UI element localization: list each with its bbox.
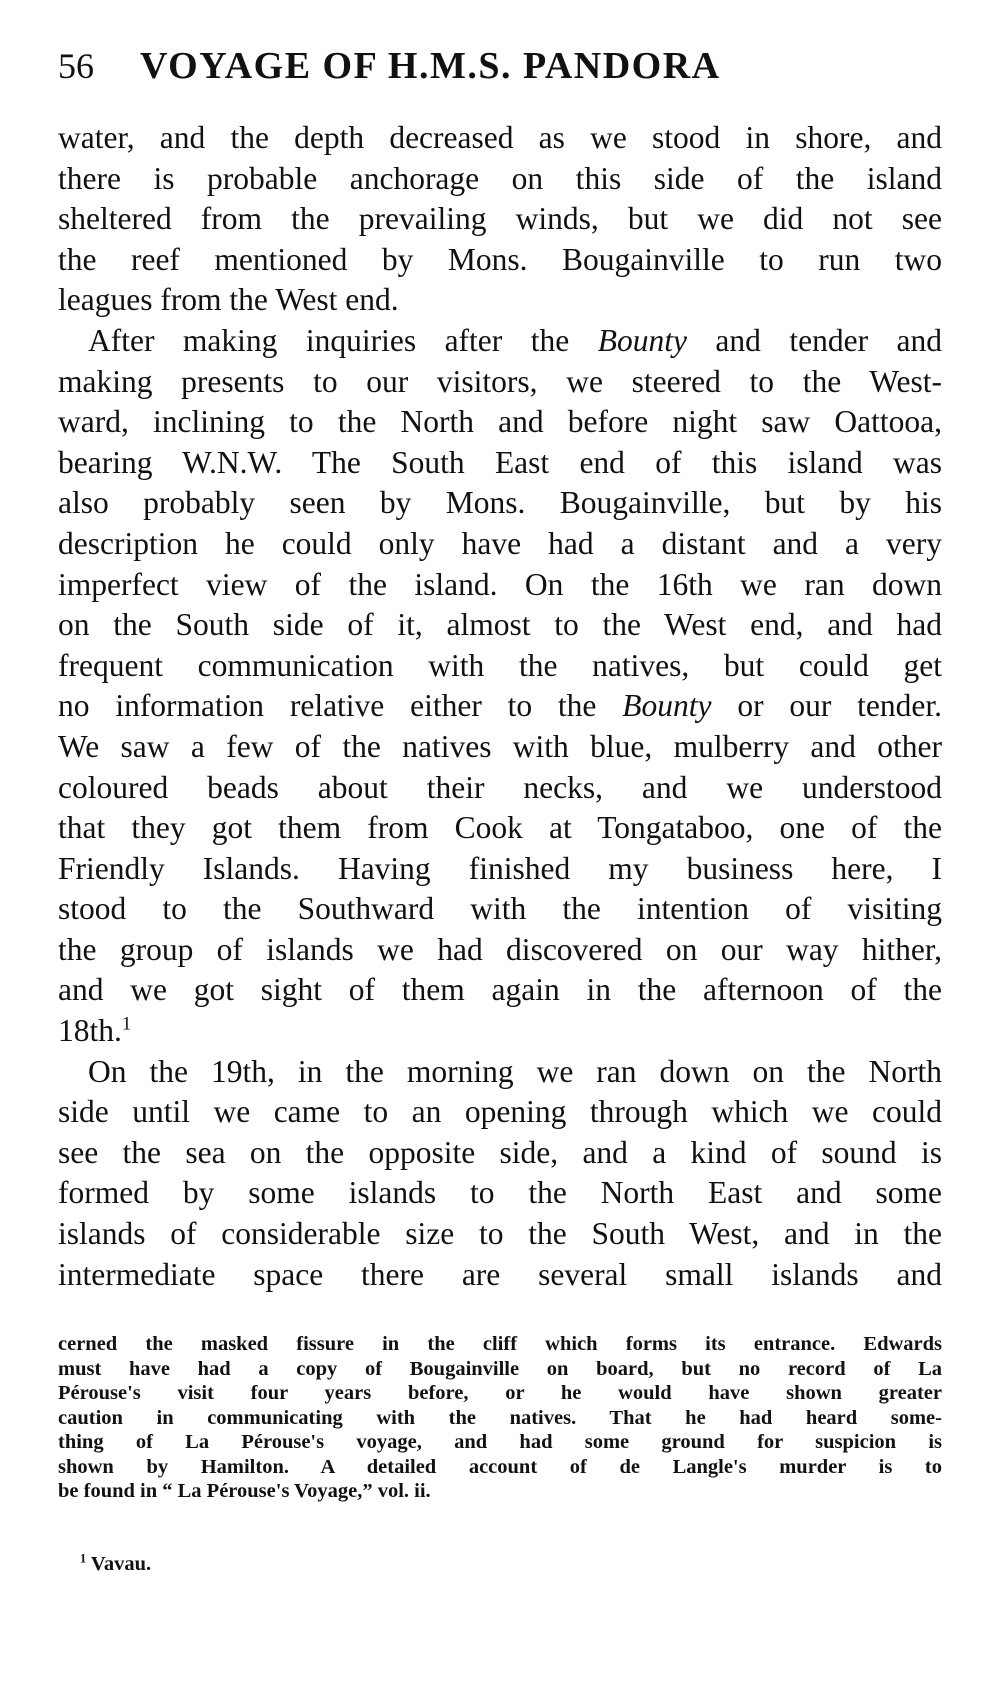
text-line (58, 1011, 942, 1052)
footnote-reference: 1 (121, 1013, 132, 1035)
footnote-line: caution in communicating with the natives. That he had heard some- (58, 1406, 942, 1429)
footnote-line: Pérouse's visit four years before, or he would have shown greater (58, 1382, 942, 1404)
footnotes (58, 1332, 942, 1504)
text-fragment: and tender and (715, 322, 943, 358)
text-line: description he could only have had a distant and a very (58, 525, 942, 561)
footnote-line: be found in “ La Pérouse's Voyage,” vol. ii. (58, 1480, 431, 1502)
text-line: intermediate space there are several small islands and (58, 1256, 942, 1292)
running-title: VOYAGE OF H.M.S. PANDORA (140, 45, 721, 87)
footnote-line: thing of La Pérouse's voyage, and had some ground for suspicion is (58, 1431, 942, 1453)
text-line: there is probable anchorage on this side of the island (58, 160, 942, 196)
text-line: the reef mentioned by Mons. Bougainville to run two (58, 241, 942, 277)
text-fragment: After making inquiries after the (88, 322, 570, 358)
text-line: bearing W.N.W. The South East end of this island was (58, 444, 942, 480)
footnote-1 (80, 1553, 151, 1576)
text-fragment: no information relative either to the (58, 688, 597, 724)
text-line: We saw a few of the natives with blue, mulberry and other (58, 728, 942, 764)
text-fragment: 18th. (58, 1013, 122, 1049)
text-line: the group of islands we had discovered on our way hither, (58, 931, 942, 967)
text-line: see the sea on the opposite side, and a kind of sound is (58, 1134, 942, 1170)
text-line (58, 321, 942, 362)
text-line: stood to the Southward with the intention of visiting (58, 891, 942, 927)
text-line: on the South side of it, almost to the West end, and had (58, 607, 942, 643)
footnote-line: shown by Hamilton. A detailed account of de Langle's murder is to (58, 1455, 942, 1478)
footnote-marker: 1 (80, 1551, 87, 1566)
footnote-line: cerned the masked fissure in the cliff which forms its entrance. Edwards (58, 1333, 942, 1355)
text-line: formed by some islands to the North East and some (58, 1175, 942, 1211)
footnote-line: must have had a copy of Bougainville on board, but no record of La (58, 1357, 942, 1380)
footnote-text: Vavau. (90, 1553, 152, 1575)
page-number: 56 (58, 46, 94, 86)
text-line: and we got sight of them again in the afternoon of the (58, 972, 942, 1008)
text-line: sheltered from the prevailing winds, but we did not see (58, 201, 942, 237)
text-line: coloured beads about their necks, and we understood (58, 769, 942, 805)
text-line: leagues from the West end. (58, 282, 399, 318)
body-text (58, 118, 942, 1295)
ship-name: Bounty (597, 322, 687, 358)
text-line: ward, inclining to the North and before night saw Oattooa, (58, 404, 942, 440)
text-line: side until we came to an opening through which we could (58, 1094, 942, 1130)
text-line (58, 686, 942, 727)
running-head (58, 44, 858, 104)
text-line: that they got them from Cook at Tongataboo, one of the (58, 810, 942, 846)
text-line: water, and the depth decreased as we stood in shore, and (58, 120, 942, 155)
text-line: Friendly Islands. Having finished my business here, I (58, 850, 942, 886)
ship-name: Bounty (622, 688, 712, 724)
text-line: islands of considerable size to the South West, and in the (58, 1216, 942, 1252)
text-line: making presents to our visitors, we steered to the West- (58, 363, 942, 399)
text-line: imperfect view of the island. On the 16th we ran down (58, 566, 942, 602)
text-line: also probably seen by Mons. Bougainville, but by his (58, 485, 942, 521)
text-line: frequent communication with the natives, but could get (58, 647, 942, 683)
text-fragment: or our tender. (737, 688, 943, 724)
text-line: On the 19th, in the morning we ran down on the North (88, 1053, 942, 1089)
